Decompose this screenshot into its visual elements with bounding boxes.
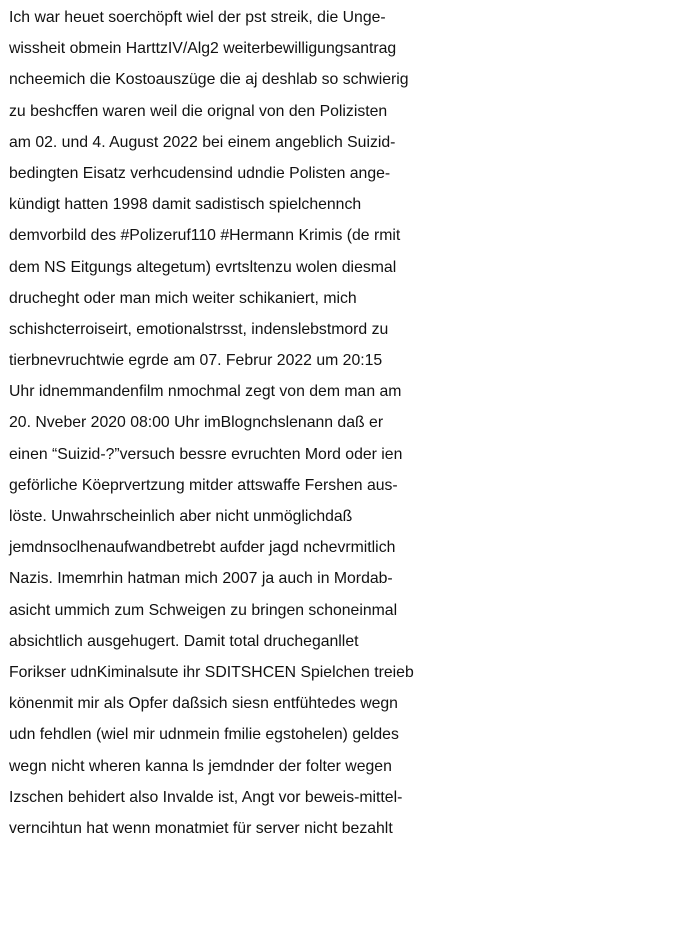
text-body: [9, 2, 681, 844]
text-line: demvorbild des #Polizeruf110 #Hermann Krimis (de rmit: [9, 227, 401, 245]
text-line: asicht ummich zum Schweigen zu bringen schoneinmal: [9, 601, 398, 619]
text-line: kündigt hatten 1998 damit sadistisch spielchennch: [9, 196, 362, 214]
text-line: löste. Unwahrscheinlich aber nicht unmöglichdaß: [9, 508, 353, 525]
text-line: Ich war heuet soerchöpft wiel der pst streik, die Unge-: [9, 9, 386, 26]
text-line: am 02. und 4. August 2022 bei einem angeblich Suizid-: [9, 133, 396, 151]
text-line: dem NS Eitgungs altegetum) evrtsltenzu wolen diesmal: [9, 258, 397, 276]
text-line: ncheemich die Kostoauszüge die aj deshlab so schwierig: [9, 71, 409, 89]
text-line: Forikser udnKiminalsute ihr SDITSHCEN Spielchen treieb: [9, 663, 414, 681]
text-line: wegn nicht wheren kanna ls jemdnder der folter wegen: [9, 757, 392, 775]
text-line: tierbnevruchtwie egrde am 07. Februr 2022 um 20:15: [9, 352, 383, 370]
text-line: zu beshcffen waren weil die orignal von den Polizisten: [9, 102, 388, 120]
text-line: wissheit obmein HarttzIV/Alg2 weiterbewilligungsantrag: [9, 40, 397, 58]
text-line: geförliche Köeprvertzung mitder attswaffe Fershen aus-: [9, 476, 398, 494]
text-line: bedingten Eisatz verhcudensind udndie Polisten ange-: [9, 164, 391, 182]
text-line: 20. Nveber 2020 08:00 Uhr imBlognchslenann daß er: [9, 414, 384, 432]
text-line: schishcterroiseirt, emotionalstrsst, indenslebstmord zu: [9, 320, 389, 338]
text-line: udn fehdlen (wiel mir udnmein fmilie egstohelen) geldes: [9, 726, 399, 744]
text-line: Izschen behidert also Invalde ist, Angt vor beweis-mittel-: [9, 788, 403, 806]
text-line: absichtlich ausgehugert. Damit total drucheganllet: [9, 632, 359, 650]
text-line: Nazis. Imemrhin hatman mich 2007 ja auch in Mordab-: [9, 570, 393, 588]
text-line: Uhr idnemmandenfilm nmochmal zegt von dem man am: [9, 383, 402, 401]
text-line: jemdnsoclhenaufwandbetrebt aufder jagd nchevrmitlich: [9, 539, 396, 557]
text-line: könenmit mir als Opfer daßsich siesn entfühtedes wegn: [9, 695, 398, 713]
text-line: verncihtun hat wenn monatmiet für server nicht bezahlt: [9, 819, 393, 837]
text-line: drucheght oder man mich weiter schikaniert, mich: [9, 289, 357, 307]
text-line: einen “Suizid-?”versuch bessre evruchten Mord oder ien: [9, 445, 403, 463]
